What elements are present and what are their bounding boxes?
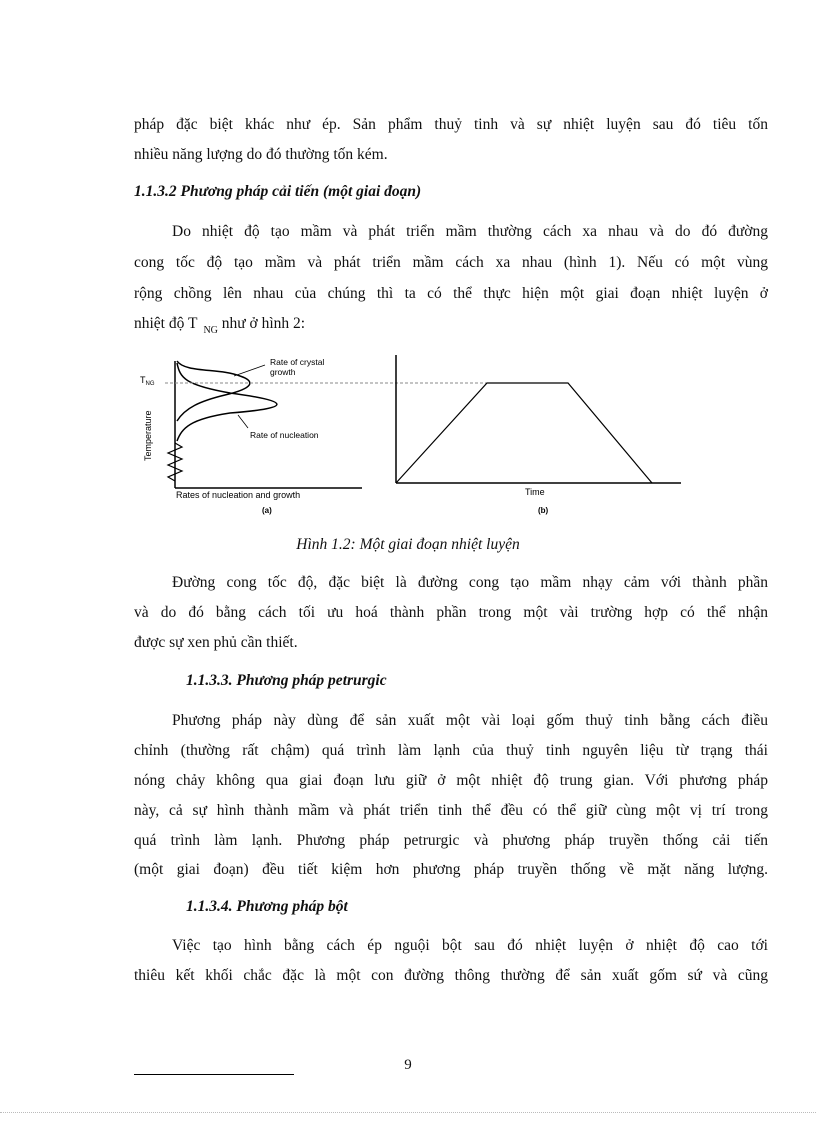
panel-tag-a: (a) <box>262 506 272 515</box>
text-suffix: như ở hình 2: <box>217 315 306 332</box>
paragraph-line: (một giai đoạn) đều tiết kiệm hơn phương pháp truyền thống về mặt năng lượng. <box>134 861 768 878</box>
y-axis-label: Temperature <box>143 410 153 461</box>
paragraph-line: rộng chồng lên nhau của chúng thì ta có thể thực hiện một giai đoạn nhiệt luyện ở <box>134 285 768 302</box>
subscript-ng: NG <box>203 325 218 336</box>
paragraph-line: quá trình làm lạnh. Phương pháp petrurgic và phương pháp truyền thống cải tiến <box>134 832 768 849</box>
x-axis-label-b: Time <box>525 487 545 497</box>
panel-a <box>140 357 488 515</box>
text-prefix: nhiệt độ T <box>134 315 198 332</box>
paragraph-line: nhiều năng lượng do đó thường tốn kém. <box>134 146 388 163</box>
footnote-rule <box>134 1074 294 1075</box>
tng-label: $T_{NG}$ <box>140 375 155 387</box>
figure-heat-treatment <box>130 343 710 523</box>
paragraph-line: được sự xen phủ cần thiết. <box>134 634 298 651</box>
panel-b <box>396 355 681 515</box>
paragraph-line: Phương pháp này dùng để sản xuất một vài loại gốm thuỷ tinh bằng cách điều <box>172 712 768 729</box>
figure-caption: Hình 1.2: Một giai đoạn nhiệt luyện <box>296 536 520 553</box>
page-bottom-border <box>0 1112 816 1113</box>
pointer-growth <box>234 365 265 376</box>
paragraph-line: nóng chảy không qua giai đoạn lưu giữ ở một nhiệt độ trung gian. Với phương pháp <box>134 772 768 789</box>
paragraph-line: chỉnh (thường rất chậm) quá trình làm lạnh của thuỷ tinh nguyên liệu từ trạng thái <box>134 742 768 759</box>
paragraph-line: Do nhiệt độ tạo mầm và phát triển mầm thường cách xa nhau và do đó đường <box>172 223 768 240</box>
x-axis-label-a: Rates of nucleation and growth <box>176 490 301 500</box>
panel-tag-b: (b) <box>538 506 549 515</box>
section-heading: 1.1.3.4. Phương pháp bột <box>186 898 348 915</box>
paragraph-line: thiêu kết khối chắc đặc là một con đường thông thường để sản xuất gốm sứ và cũng <box>134 967 768 984</box>
section-heading: 1.1.3.3. Phương pháp petrurgic <box>186 672 387 689</box>
pointer-nucleation <box>238 415 248 428</box>
curve-label-growth-2: growth <box>270 367 296 377</box>
section-heading: 1.1.3.2 Phương pháp cải tiến (một giai đoạn) <box>134 183 422 200</box>
curve-label-growth-1: Rate of crystal <box>270 357 325 367</box>
paragraph-line: và do đó bằng cách tối ưu hoá thành phần trong một vài trường hợp có thể nhận <box>134 604 768 621</box>
paragraph-line: này, cả sự hình thành mầm và phát triển tinh thể đều có thể giữ cùng một vị trí trong <box>134 802 768 819</box>
paragraph-line: pháp đặc biệt khác như ép. Sản phẩm thuỷ tinh và sự nhiệt luyện sau đó tiêu tốn <box>134 116 768 133</box>
paragraph-line: Đường cong tốc độ, đặc biệt là đường cong tạo mầm nhạy cảm với thành phần <box>172 574 768 591</box>
paragraph-line <box>134 314 768 336</box>
paragraph-line: Việc tạo hình bằng cách ép nguội bột sau đó nhiệt luyện ở nhiệt độ cao tới <box>172 937 768 954</box>
page-number: 9 <box>404 1057 412 1073</box>
heat-treatment-profile <box>396 383 652 483</box>
curve-label-nucleation: Rate of nucleation <box>250 430 319 440</box>
paragraph-line: cong tốc độ tạo mầm và phát triển mầm cách xa nhau (hình 1). Nếu có một vùng <box>134 254 768 271</box>
